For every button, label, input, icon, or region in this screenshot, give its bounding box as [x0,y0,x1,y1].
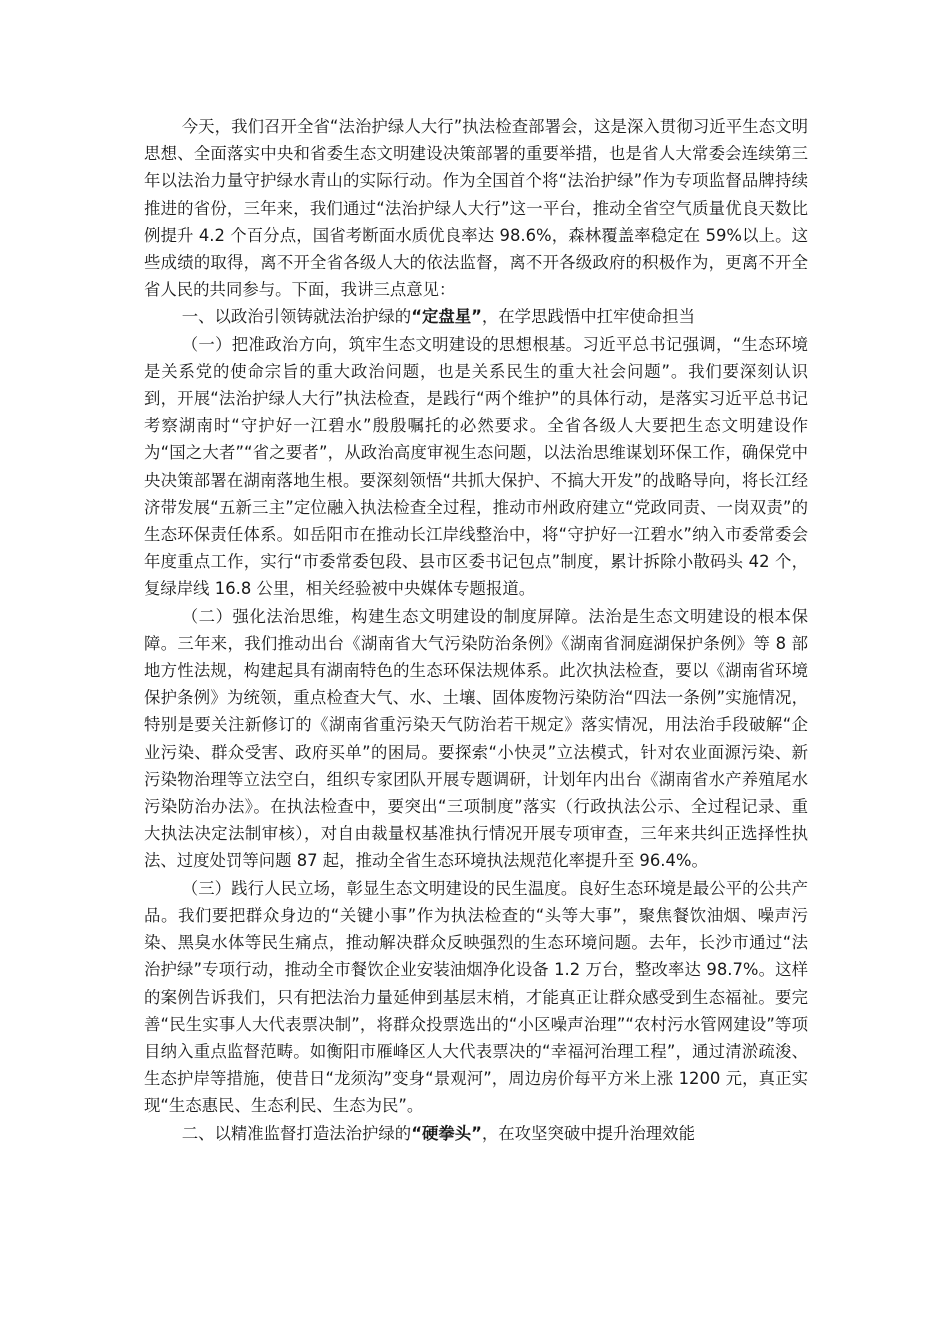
section-heading-2-lead: 二、以精准监督打造法治护绿的 [181,1123,412,1143]
intro-paragraph: 今天，我们召开全省“法治护绿人大行”执法检查部署会，这是深入贯彻习近平生态文明思想、全面落实中央和省委生态文明建设决策部署的重要举措，也是省人大常委会连续第三年以法治力量守护绿水青山的实际行动。作为全国首个将“法治护绿”作为专项监督品牌持续推进的省份，三年来，我们通过“法治护绿人大行”这一平台，推动全省空气质量优良天数比例提升 4.2 个百分点，国省考断面水质优良率达 98.6%，森林覆盖率稳定在 59%以上。这些成绩的取得，离不开全省各级人大的依法监督，离不开各级政府的积极作为，更离不开全省人民的共同参与。下面，我讲三点意见： [144,117,808,300]
paragraph-1-2: （二）强化法治思维，构建生态文明建设的制度屏障。法治是生态文明建设的根本保障。三年来，我们推动出台《湖南省大气污染防治条例》《湖南省洞庭湖保护条例》等 8 部地方性法规，构建起具有湖南特色的生态环保法规体系。此次执法检查，要以《湖南省环境保护条例》为统领，重点检查大气、水、土壤、固体废物污染防治“四法一条例”实施情况，特别是要关注新修订的《湖南省重污染天气防治若干规定》落实情况，用法治手段破解“企业污染、群众受害、政府买单”的困局。要探索“小快灵”立法模式，针对农业面源污染、新污染物治理等立法空白，组织专家团队开展专题调研，计划年内出台《湖南省水产养殖尾水污染防治办法》。在执法检查中，要突出“三项制度”落实（行政执法公示、全过程记录、重大执法决定法制审核），对自由裁量权基准执行情况开展专项审查，三年来共纠正选择性执法、过度处罚等问题 87 起，推动全省生态环境执法规范化率提升至 96.4%。 [144,606,808,871]
paragraph-1-3: （三）践行人民立场，彰显生态文明建设的民生温度。良好生态环境是最公平的公共产品。我们要把群众身边的“关键小事”作为执法检查的“头等大事”，聚焦餐饮油烟、噪声污染、黑臭水体等民生痛点，推动解决群众反映强烈的生态环境问题。去年，长沙市通过“法治护绿”专项行动，推动全市餐饮企业安装油烟净化设备 1.2 万台，整改率达 98.7%。这样的案例告诉我们，只有把法治力量延伸到基层末梢，才能真正让群众感受到生态福祉。要完善“民生实事人大代表票决制”，将群众投票选出的“小区噪声治理”“农村污水管网建设”等项目纳入重点监督范畴。如衡阳市雁峰区人大代表票决的“幸福河治理工程”，通过清淤疏浚、生态护岸等措施，使昔日“龙须沟”变身“景观河”，周边房价每平方米上涨 1200 元，真正实现“生态惠民、生态利民、生态为民”。 [144,878,808,1116]
section-heading-1-lead: 一、以政治引领铸就法治护绿的 [181,307,412,327]
section-heading-1-tail: ，在学思践悟中扛牢使命担当 [481,307,695,327]
document-body [144,113,808,1147]
section-heading-2 [144,1120,808,1147]
section-heading-2-keyword: “硬拳头” [411,1123,482,1143]
section-heading-1-keyword: “定盘星” [411,307,482,327]
paragraph-1-1: （一）把准政治方向，筑牢生态文明建设的思想根基。习近平总书记强调，“生态环境是关系党的使命宗旨的重大政治问题，也是关系民生的重大社会问题”。我们要深刻认识到，开展“法治护绿人大行”执法检查，是践行“两个维护”的具体行动，是落实习近平总书记考察湖南时“守护好一江碧水”殷殷嘱托的必然要求。全省各级人大要把生态文明建设作为“国之大者”“省之要者”，从政治高度审视生态问题，以法治思维谋划环保工作，确保党中央决策部署在湖南落地生根。要深刻领悟“共抓大保护、不搞大开发”的战略导向，将长江经济带发展“五新三主”定位融入执法检查全过程，推动市州政府建立“党政同责、一岗双责”的生态环保责任体系。如岳阳市在推动长江岸线整治中，将“守护好一江碧水”纳入市委常委会年度重点工作，实行“市委常委包段、县市区委书记包点”制度，累计拆除小散码头 42 个，复绿岸线 16.8 公里，相关经验被中央媒体专题报道。 [144,334,808,599]
section-heading-2-tail: ，在攻坚突破中提升治理效能 [481,1123,695,1143]
section-heading-1 [144,303,808,330]
